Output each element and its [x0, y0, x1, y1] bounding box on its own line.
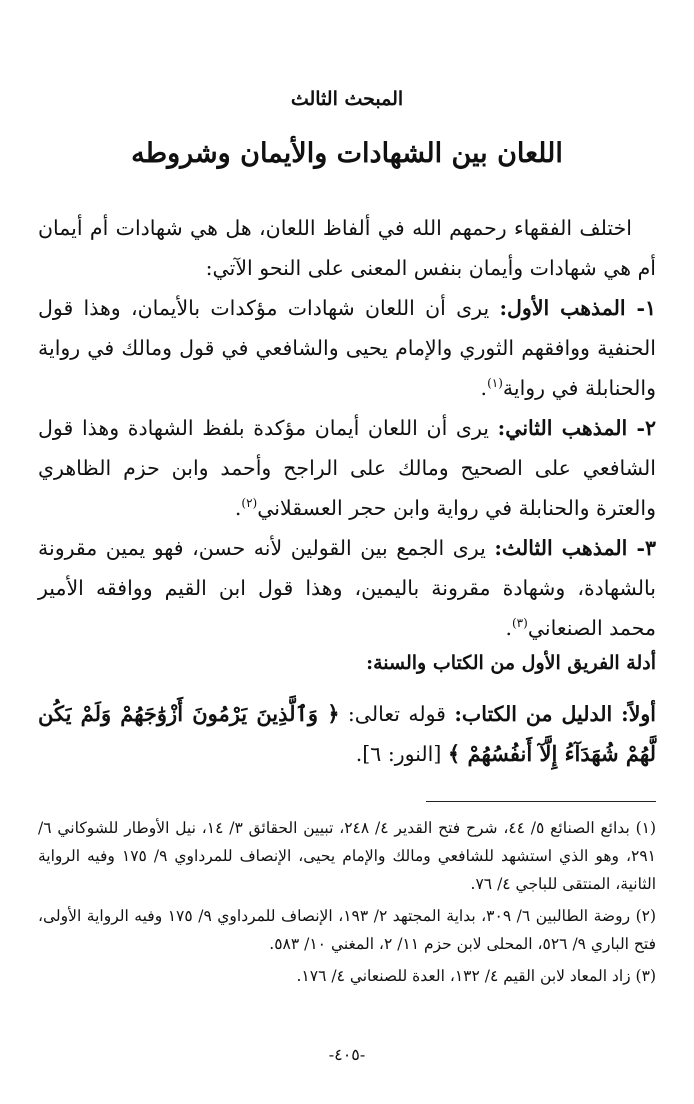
madhhab-third-end: .: [505, 616, 512, 640]
footnote-1: (١) بدائع الصنائع ٥/ ٤٤، شرح فتح القدير ٤/ ٢٤٨، تبيين الحقائق ٣/ ١٤، نيل الأوطار للشوكاني ٦/ ٢٩١، وهو الذي استشهد للشافعي ومالك والإمام يحيى، الإنصاف للمرداوي ٩/ ١٧٥ وفيه الرواية الثانية، المنتقى للباجي ٤/ ٧٦.: [38, 819, 657, 893]
section-label: المبحث الثالث: [290, 88, 404, 110]
quran-verse: ﴿ وَٱلَّذِينَ يَرْمُونَ أَزْوَٰجَهُمْ وَلَمْ يَكُن لَّهُمْ شُهَدَآءُ إِلَّآ أَنفُسُهُمْ ﴾: [38, 701, 656, 766]
intro-paragraph: اختلف الفقهاء رحمهم الله في ألفاظ اللعان، هل هي شهادات أم أيمان أم هي شهادات وأيمان بنفس المعنى على النحو الآتي:: [38, 216, 656, 280]
evidence-first-lead: قوله تعالى:: [339, 702, 455, 726]
madhhab-second-heading: ٢- المذهب الثاني:: [497, 416, 656, 440]
verse-citation: [النور: ٦].: [355, 742, 448, 766]
footnote-divider: [426, 801, 656, 802]
madhhab-second: [38, 408, 656, 528]
madhhab-first: [38, 288, 656, 408]
evidence-first: [38, 694, 656, 774]
footnote-2: (٢) روضة الطالبين ٦/ ٣٠٩، بداية المجتهد ٢/ ١٩٣، الإنصاف للمرداوي ٩/ ١٧٥ وفيه الرواية الأولى، فتح الباري ٩/ ٥٢٦، المحلى لابن حزم ١١/ ٢، المغني ١٠/ ٥٨٣.: [38, 907, 657, 953]
madhhab-second-end: .: [234, 496, 242, 520]
evidence-first-heading: أولاً: الدليل من الكتاب:: [454, 702, 656, 726]
madhhab-third: [38, 528, 656, 648]
madhhab-third-text: يرى الجمع بين القولين لأنه حسن، فهو يمين مقرونة بالشهادة، وشهادة مقرونة باليمين، وهذا قول ابن القيم ووافقه الأمير محمد الصنعاني: [38, 536, 656, 640]
evidence-heading: أدلة الفريق الأول من الكتاب والسنة:: [366, 652, 656, 674]
footnote-ref-1[interactable]: (١): [487, 376, 503, 391]
footnote-ref-3[interactable]: (٣): [511, 616, 528, 631]
footnote-3: (٣) زاد المعاد لابن القيم ٤/ ١٣٢، العدة للصنعاني ٤/ ١٧٦.: [296, 967, 656, 985]
madhhab-first-heading: ١- المذهب الأول:: [499, 296, 656, 320]
section-title: اللعان بين الشهادات والأيمان وشروطه: [131, 138, 563, 169]
page-number: -٤٠٥-: [328, 1045, 366, 1064]
madhhab-third-heading: ٣- المذهب الثالث:: [494, 536, 656, 560]
book-page: [38, 0, 656, 1104]
madhhab-first-end: .: [480, 376, 488, 400]
madhhab-second-text: يرى أن اللعان أيمان مؤكدة بلفظ الشهادة وهذا قول الشافعي على الصحيح ومالك على الراجح وأحمد وابن حزم الظاهري والعترة والحنابلة في رواية وابن حجر العسقلاني: [38, 416, 656, 520]
footnote-ref-2[interactable]: (٢): [241, 496, 258, 511]
madhhab-first-text: يرى أن اللعان شهادات مؤكدات بالأيمان، وهذا قول الحنفية ووافقهم الثوري والإمام يحيى والشافعي في قول ومالك في رواية والحنابلة في رواية: [38, 296, 656, 400]
